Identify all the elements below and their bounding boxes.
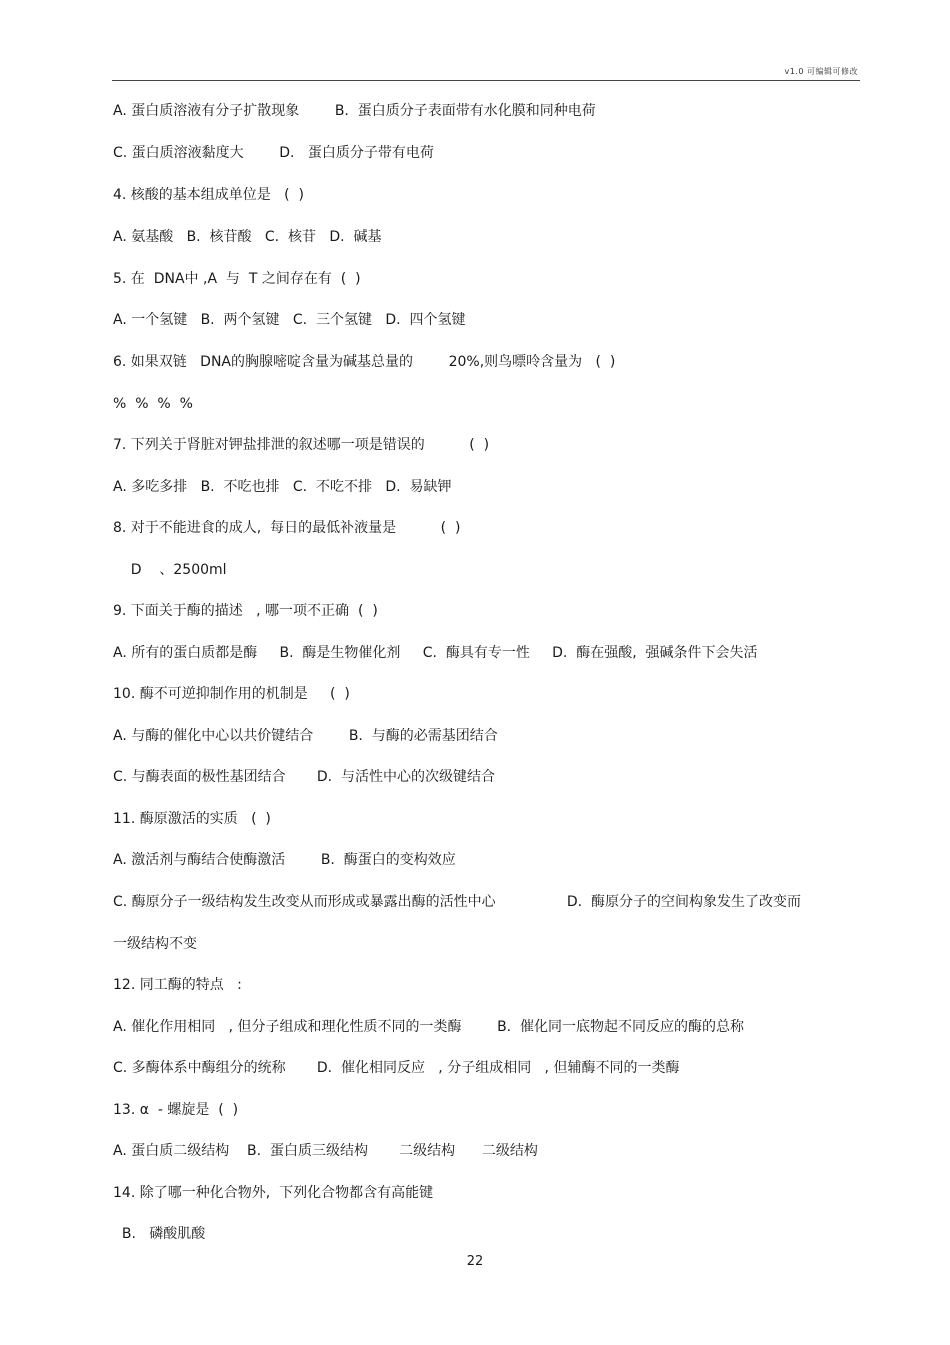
text-line: 一级结构不变 <box>113 936 197 952</box>
text-line: 6. 如果双链 DNA的胸腺嘧啶含量为碱基总量的 20%,则鸟嘌呤含量为 ( ) <box>113 354 616 370</box>
text-line: C. 蛋白质溶液黏度大 D. 蛋白质分子带有电荷 <box>113 145 434 161</box>
text-line: A. 催化作用相同 , 但分子组成和理化性质不同的一类酶 B. 催化同一底物起不同反应的酶的总称 <box>113 1019 745 1035</box>
text-line: 4. 核酸的基本组成单位是 ( ) <box>113 187 304 203</box>
text-line: 13. α - 螺旋是 ( ) <box>113 1102 239 1118</box>
text-line: 9. 下面关于酶的描述 , 哪一项不正确 ( ) <box>113 603 378 619</box>
text-line: 5. 在 DNA中 ,A 与 T 之间存在有 ( ) <box>113 271 361 287</box>
text-line: C. 与酶表面的极性基团结合 D. 与活性中心的次级键结合 <box>113 769 495 785</box>
text-line: 11. 酶原激活的实质 ( ) <box>113 811 271 827</box>
text-line: A. 与酶的催化中心以共价键结合 B. 与酶的必需基团结合 <box>113 728 498 744</box>
text-line: A. 激活剂与酶结合使酶激活 B. 酶蛋白的变构效应 <box>113 852 456 868</box>
page-number: 22 <box>466 1254 484 1269</box>
text-line: A. 多吃多排 B. 不吃也排 C. 不吃不排 D. 易缺钾 <box>113 479 452 495</box>
text-line: B. 磷酸肌酸 <box>113 1226 206 1242</box>
text-line: D 、2500ml <box>113 562 227 578</box>
text-line: A. 氨基酸 B. 核苷酸 C. 核苷 D. 碱基 <box>113 229 382 245</box>
text-line: 10. 酶不可逆抑制作用的机制是 ( ) <box>113 686 350 702</box>
text-line: 8. 对于不能进食的成人, 每日的最低补液量是 ( ) <box>113 520 461 536</box>
text-line: A. 蛋白质二级结构 B. 蛋白质三级结构 二级结构 二级结构 <box>113 1143 538 1159</box>
header-version-note: v1.0 可编辑可修改 <box>784 67 858 76</box>
text-line: C. 多酶体系中酶组分的统称 D. 催化相同反应 , 分子组成相同 , 但辅酶不同的一类酶 <box>113 1060 680 1076</box>
text-line: A. 蛋白质溶液有分子扩散现象 B. 蛋白质分子表面带有水化膜和同种电荷 <box>113 103 596 119</box>
text-line: A. 所有的蛋白质都是酶 B. 酶是生物催化剂 C. 酶具有专一性 D. 酶在强酸, 强碱条件下会失活 <box>113 645 758 661</box>
text-line: C. 酶原分子一级结构发生改变从而形成或暴露出酶的活性中心 D. 酶原分子的空间构象发生了改变而 <box>113 894 802 910</box>
text-line: 14. 除了哪一种化合物外, 下列化合物都含有高能键 <box>113 1185 434 1201</box>
header-divider <box>112 80 860 81</box>
text-line: % % % % <box>113 396 193 412</box>
text-line: A. 一个氢键 B. 两个氢键 C. 三个氢键 D. 四个氢键 <box>113 312 466 328</box>
text-line: 12. 同工酶的特点 : <box>113 977 242 993</box>
text-line: 7. 下列关于肾脏对钾盐排泄的叙述哪一项是错误的 ( ) <box>113 437 490 453</box>
